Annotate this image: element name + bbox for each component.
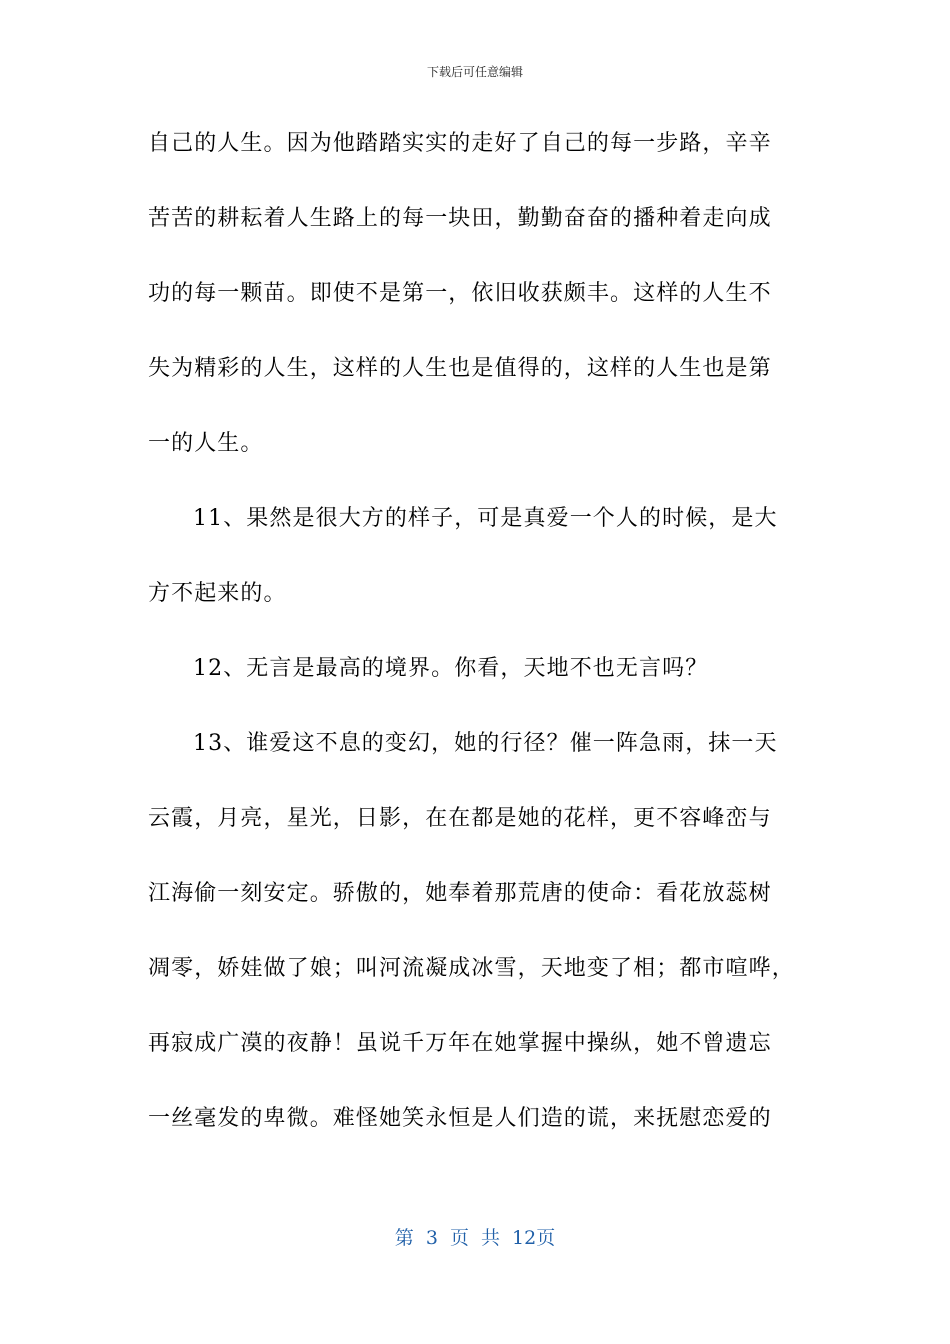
body-line: 功的每一颗苗。即使不是第一，依旧收获颇丰。这样的人生不: [148, 281, 772, 306]
body-line: 方不起来的。: [148, 581, 287, 606]
body-line: 自己的人生。因为他踏踏实实的走好了自己的每一步路，辛辛: [148, 131, 772, 156]
body-line: 一丝毫发的卑微。难怪她笑永恒是人们造的谎，来抚慰恋爱的: [148, 1106, 772, 1131]
body-line: 再寂成广漠的夜静！虽说千万年在她掌握中操纵，她不曾遗忘: [148, 1031, 772, 1056]
body-line: 苦苦的耕耘着人生路上的每一块田，勤勤奋奋的播种着走向成: [148, 206, 772, 231]
page-header: 下载后可任意编辑: [426, 65, 523, 79]
body-line: 云霞，月亮，星光，日影，在在都是她的花样，更不容峰峦与: [148, 806, 772, 831]
body-line: 江海偷一刻安定。骄傲的，她奉着那荒唐的使命：看花放蕊树: [148, 881, 772, 906]
body-line: 一的人生。: [148, 431, 264, 456]
body-line: 凋零，娇娃做了娘；叫河流凝成冰雪，天地变了相；都市喧哗，: [148, 956, 795, 981]
body-line: 13、谁爱这不息的变幻，她的行径？催一阵急雨，抹一天: [193, 731, 778, 756]
body-line: 11、果然是很大方的样子，可是真爱一个人的时候，是大: [193, 506, 778, 531]
body-line: 失为精彩的人生，这样的人生也是值得的，这样的人生也是第: [148, 356, 772, 381]
page-footer: 第 3 页 共 12页: [394, 1227, 556, 1249]
body-line: 12、无言是最高的境界。你看，天地不也无言吗？: [193, 656, 709, 681]
